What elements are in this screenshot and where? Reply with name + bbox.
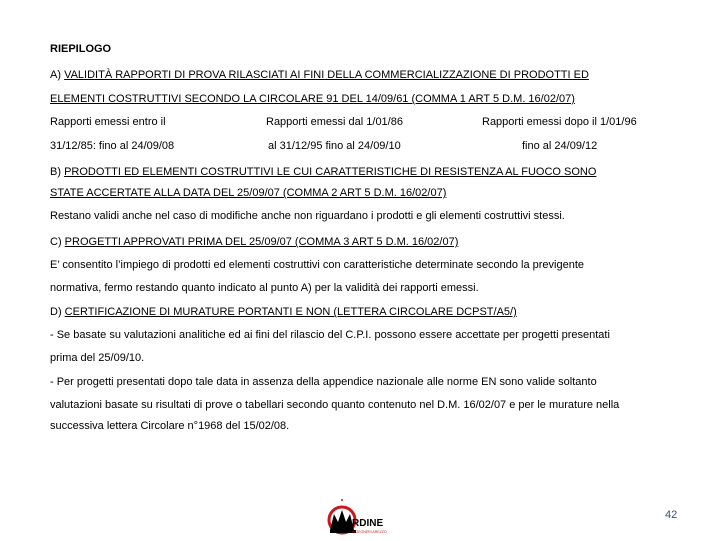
section-d-heading [50,305,517,319]
section-d-bullet1-line1: - Se basate su valutazioni analitiche ed ai fini del rilascio del C.P.I. possono essere accettate per progetti presentati [50,329,610,341]
section-d-bullet2-line3: successiva lettera Circolare n°1968 del 15/02/08. [50,420,290,432]
section-a-prefix: A) [50,69,65,81]
page-title: RIEPILOGO [50,43,112,55]
section-b-prefix: B) [50,166,65,178]
logo-text: RDINE [352,518,384,529]
section-b-heading-text: PRODOTTI ED ELEMENTI COSTRUTTIVI LE CUI CARATTERISTICHE DI RESISTENZA AL FUOCO SONO [64,166,597,178]
section-c-heading-text: PROGETTI APPROVATI PRIMA DEL 25/09/07 (COMMA 3 ART 5 D.M. 16/02/07) [64,236,459,248]
section-a-heading-line2: ELEMENTI COSTRUTTIVI SECONDO LA CIRCOLARE 91 DEL 14/09/61 (COMMA 1 ART 5 D.M. 16/02/07) [50,93,575,105]
logo-subtext: INGEGNERI AREZZO [352,530,387,534]
section-c-body-line1: E’ consentito l’impiego di prodotti ed elementi costruttivi con caratteristiche determinate secondo la previgente [50,259,584,271]
section-b-heading-line2: STATE ACCERTATE ALLA DATA DEL 25/09/07 (COMMA 2 ART 5 D.M. 16/02/07) [50,187,447,199]
column-2-line1: Rapporti emessi dal 1/01/86 [266,116,403,128]
column-3-line1: Rapporti emessi dopo il 1/01/96 [482,116,637,128]
section-d-bullet1-line2: prima del 25/09/10. [50,352,145,364]
ordine-ingegneri-logo-icon [322,496,402,538]
column-1-line2: 31/12/85: fino al 24/09/08 [50,140,175,152]
section-b-body: Restano validi anche nel caso di modifiche anche non riguardano i prodotti e gli elementi costruttivi stessi. [50,210,565,222]
section-d-bullet2-line2: valutazioni basate su risultati di prove o tabellari secondo quanto contenuto nel D.M. 16/02/07 e per le murature nella [50,399,620,411]
column-3-line2: fino al 24/09/12 [522,140,598,152]
column-2-line2: al 31/12/95 fino al 24/09/10 [268,140,401,152]
section-c-heading [50,235,458,249]
section-b-heading-line1 [50,165,596,179]
column-1-line1: Rapporti emessi entro il [50,116,166,128]
section-c-body-line2: normativa, fermo restando quanto indicato al punto A) per la validità dei rapporti emessi. [50,282,479,294]
section-a-heading-line1 [50,68,589,82]
page-number: 42 [665,509,678,521]
section-d-heading-text: CERTIFICAZIONE DI MURATURE PORTANTI E NON (LETTERA CIRCOLARE DCPST/A5/) [64,306,517,318]
section-c-prefix: C) [50,236,65,248]
section-d-prefix: D) [50,306,65,318]
section-d-bullet2-line1: - Per progetti presentati dopo tale data in assenza della appendice nazionale alle norme EN sono valide soltanto [50,376,597,388]
section-a-heading-text: VALIDITÀ RAPPORTI DI PROVA RILASCIATI AI FINI DELLA COMMERCIALIZZAZIONE DI PRODOTTI ED [64,69,589,81]
